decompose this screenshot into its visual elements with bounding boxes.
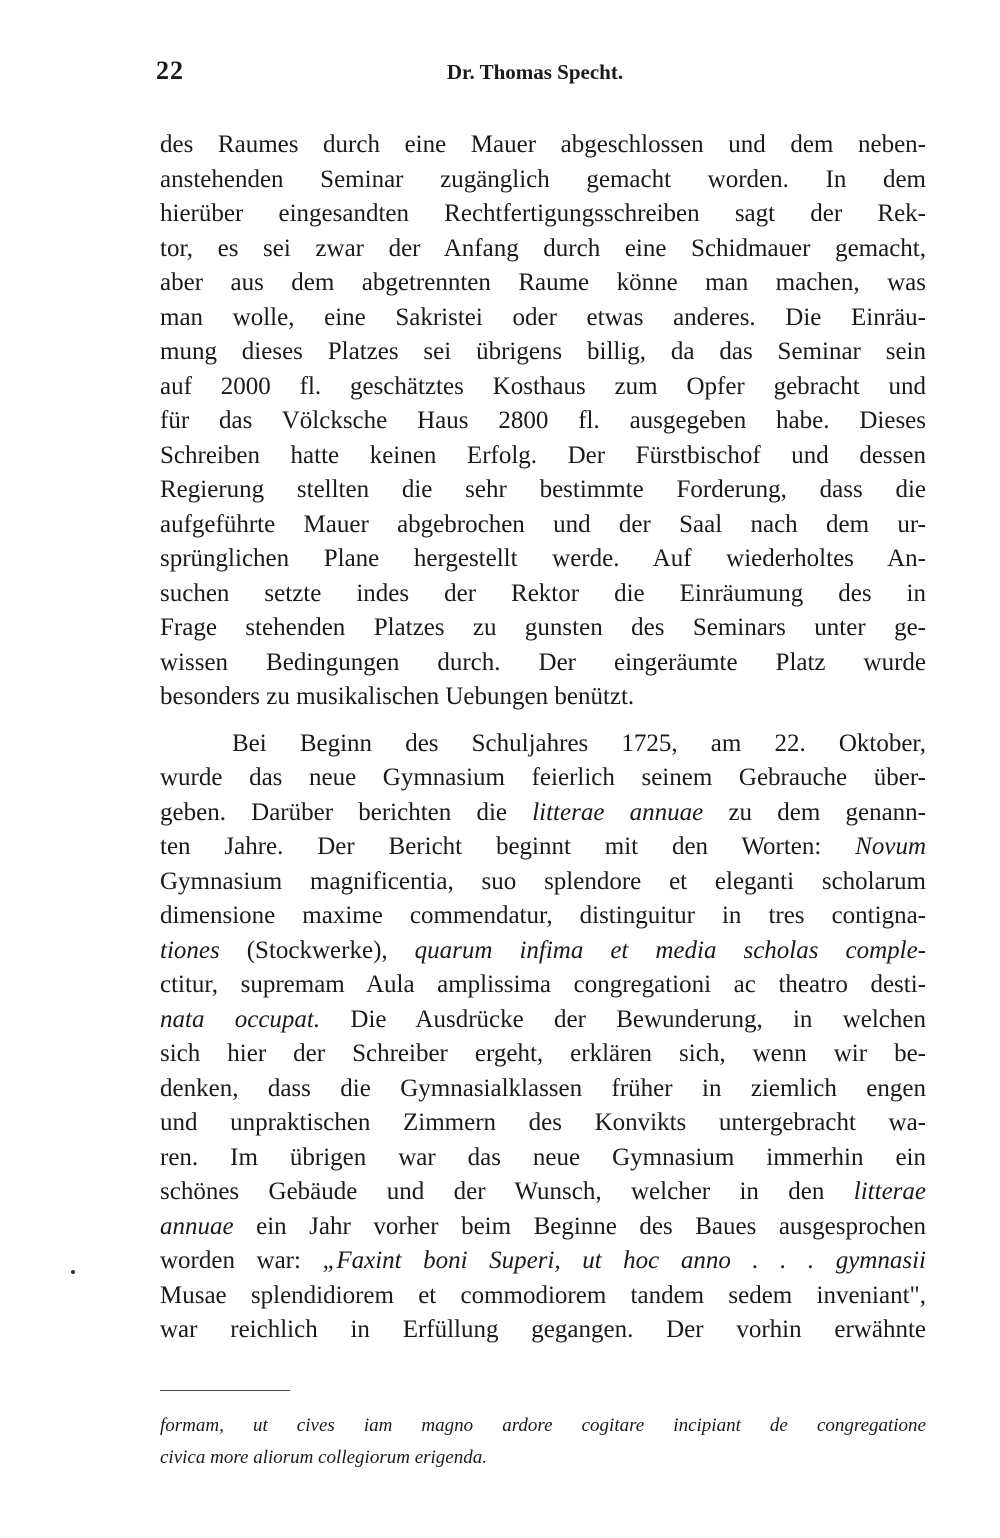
- text-line: tor, es sei zwar der Anfang durch eine Schidmauer gemacht,: [160, 234, 926, 262]
- text-line: [160, 1175, 926, 1210]
- latin-phrase: annuae: [160, 1212, 234, 1240]
- text-line: [160, 934, 926, 969]
- paragraph-gap: [160, 715, 926, 727]
- text-line: aber aus dem abgetrennten Raume könne man machen, was: [160, 269, 926, 296]
- latin-phrase: quarum infima et media scholas comple-: [414, 936, 926, 964]
- latin-quote-line: dimensione maxime commendatur, distinguitur in tres contigna-: [160, 902, 926, 929]
- text-run: Die Ausdrücke der Bewunderung, in welchen: [320, 1005, 926, 1033]
- text-run: ten Jahre. Der Bericht beginnt mit den Worten:: [160, 833, 856, 860]
- text-line: mung dieses Platzes sei übrigens billig, da das Seminar sein: [160, 338, 926, 365]
- text-line: [160, 830, 926, 865]
- text-line: auf 2000 fl. geschätztes Kosthaus zum Opfer gebracht und: [160, 372, 926, 400]
- footnote-rule: [160, 1390, 290, 1391]
- footnote-line: civica more aliorum collegiorum erigenda.: [160, 1447, 487, 1468]
- text-run: zu dem genann-: [703, 798, 927, 826]
- text-line: aufgeführte Mauer abgebrochen und der Saal nach dem ur-: [160, 510, 926, 538]
- text-line: Schreiben hatte keinen Erfolg. Der Fürstbischof und dessen: [160, 441, 926, 469]
- print-speck: [71, 1270, 75, 1274]
- page-number: 22: [156, 56, 184, 85]
- text-line: Regierung stellten die sehr bestimmte Forderung, dass die: [160, 476, 926, 503]
- paragraph-1: [160, 128, 926, 715]
- text-line: sprünglichen Plane hergestellt werde. Auf wiederholtes An-: [160, 545, 926, 572]
- text-line: Bei Beginn des Schuljahres 1725, am 22. Oktober,: [232, 729, 926, 757]
- text-line: wissen Bedingungen durch. Der eingeräumte Platz wurde: [160, 648, 926, 676]
- text-run: geben. Darüber berichten die: [160, 798, 533, 826]
- text-line: anstehenden Seminar zugänglich gemacht worden. In dem: [160, 165, 926, 193]
- text-line: besonders zu musikalischen Uebungen benützt.: [160, 683, 635, 710]
- text-line: denken, dass die Gymnasialklassen früher in ziemlich engen: [160, 1074, 926, 1102]
- latin-quote-line: ctitur, supremam Aula amplissima congregationi ac theatro desti-: [160, 971, 926, 998]
- text-line: und unpraktischen Zimmern des Konvikts untergebracht wa-: [160, 1109, 926, 1136]
- text-line: hierüber eingesandten Rechtfertigungsschreiben sagt der Rek-: [160, 200, 926, 227]
- footnote-line: formam, ut cives iam magno ardore cogitare incipiant de congregatione: [160, 1415, 926, 1436]
- body-text: [160, 128, 926, 1348]
- latin-phrase: litterae: [853, 1178, 926, 1205]
- text-line: ren. Im übrigen war das neue Gymnasium immerhin ein: [160, 1143, 926, 1171]
- running-title: Dr. Thomas Specht.: [446, 60, 624, 84]
- text-line: wurde das neue Gymnasium feierlich seinem Gebrauche über-: [160, 764, 926, 791]
- text-line: für das Völcksche Haus 2800 fl. ausgegeben habe. Dieses: [160, 407, 926, 434]
- latin-quote-line: Musae splendidiorem et commodiorem tandem sedem inveniant",: [160, 1281, 926, 1309]
- text-line: suchen setzte indes der Rektor die Einräumung des in: [160, 579, 926, 607]
- latin-phrase: nata occupat.: [160, 1005, 321, 1033]
- latin-phrase: tiones: [160, 936, 220, 964]
- latin-phrase: Novum: [855, 833, 926, 860]
- text-line: [160, 1210, 926, 1245]
- text-run: ein Jahr vorher beim Beginne des Baues ausgesprochen: [233, 1212, 926, 1240]
- text-line: sich hier der Schreiber ergeht, erklären sich, wenn wir be-: [160, 1040, 926, 1067]
- text-line: Frage stehenden Platzes zu gunsten des Seminars unter ge-: [160, 614, 926, 641]
- latin-phrase: litterae annuae: [532, 798, 704, 826]
- text-line: war reichlich in Erfüllung gegangen. Der vorhin erwähnte: [160, 1316, 926, 1343]
- latin-quote-line: Gymnasium magnificentia, suo splendore et eleganti scholarum: [160, 867, 926, 895]
- text-line: [160, 1003, 926, 1038]
- text-line: man wolle, eine Sakristei oder etwas anderes. Die Einräu-: [160, 303, 926, 331]
- text-line: [160, 796, 926, 831]
- footnote: [160, 1410, 926, 1474]
- text-line: des Raumes durch eine Mauer abgeschlossen und dem neben-: [160, 131, 926, 158]
- latin-phrase: „Faxint boni Superi, ut hoc anno . . . gymnasii: [322, 1247, 926, 1274]
- text-run: schönes Gebäude und der Wunsch, welcher in den: [160, 1178, 854, 1205]
- paragraph-2: [160, 727, 926, 1348]
- text-run: (Stockwerke),: [219, 936, 415, 964]
- text-run: worden war:: [160, 1247, 323, 1274]
- text-line: [160, 1244, 926, 1279]
